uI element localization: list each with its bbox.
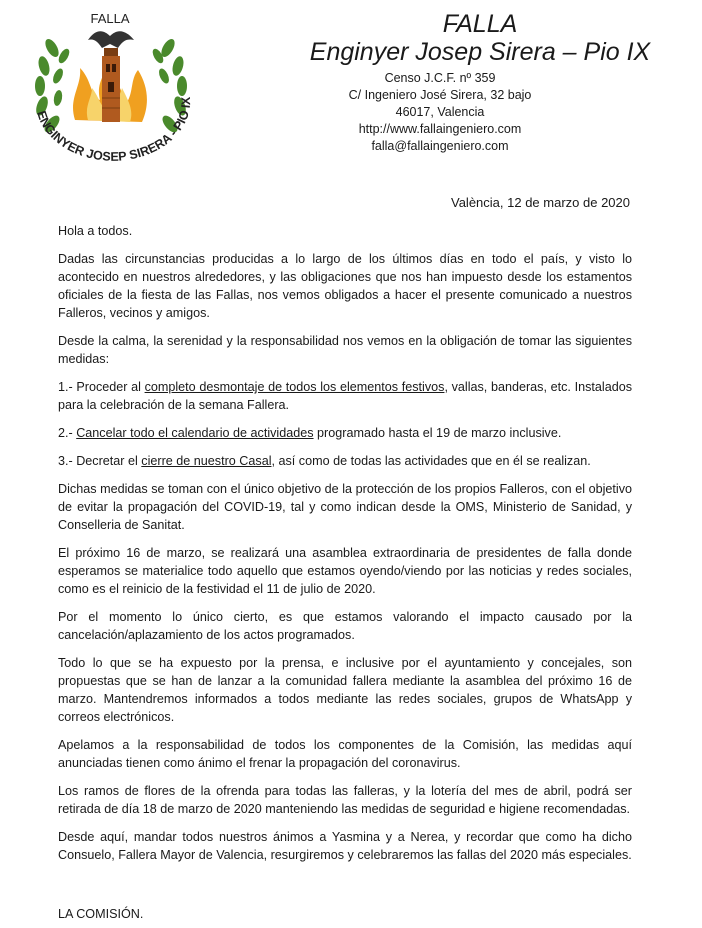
logo-top-text: FALLA	[90, 11, 130, 26]
measure-3	[58, 452, 632, 470]
paragraph-measures-intro: Desde la calma, la serenidad y la responsabilidad nos vemos en la obligación de tomar las siguientes medidas:	[58, 334, 632, 366]
paragraph-flowers-lottery: Los ramos de flores de la ofrenda para todas las falleras, y la lotería del mes de abril, podrá ser retirada de día 18 de marzo de 2020 manteniendo las medidas de seguridad e higiene recomendadas.	[58, 784, 632, 816]
letterhead	[290, 10, 670, 66]
street-address: C/ Ingeniero José Sirera, 32 bajo	[348, 88, 532, 102]
paragraph-intro: Dadas las circunstancias producidas a lo largo de los últimos días en todo el país, y visto lo acontecido en nuestros alrededores, y las obligaciones que nos han impuesto desde los estamentos oficiales de la fiesta de las Fallas, nos vemos obligados a hacer el presente comunicado a nuestros Falleros, vecinos y amigos.	[58, 252, 632, 320]
letter-body	[58, 222, 632, 874]
paragraph-proposals: Todo lo que se ha expuesto por la prensa, e inclusive por el ayuntamiento y concejales, son propuestas que se han de lanzar a la comunidad fallera mediante la asamblea del próximo 16 de marzo. Mantendremos informados a todos mediante las redes sociales, grupos de WhatsApp y correos electrónicos.	[58, 656, 632, 724]
measure-2-highlight: Cancelar todo el calendario de actividades	[76, 426, 314, 440]
greeting: Hola a todos.	[58, 224, 133, 238]
measure-2-prefix: 2.-	[58, 426, 77, 440]
bat-icon	[88, 31, 134, 48]
measure-1-prefix: 1.- Proceder al	[58, 380, 145, 394]
postal-city: 46017, Valencia	[395, 105, 485, 119]
logo-ring-textpath: ENGINYER JOSEP SIRERA - PIO IX	[34, 96, 194, 164]
contact-block	[340, 70, 540, 155]
measure-3-highlight: cierre de nuestro Casal	[141, 454, 272, 468]
paragraph-encouragement: Desde aquí, mandar todos nuestros ánimos a Yasmina y a Nerea, y recordar que como ha dicho Consuelo, Fallera Mayor de Valencia, resurgiremos y celebraremos las fallas del 2020 más especiales.	[58, 830, 632, 862]
measure-1-suffix: , vallas, banderas, etc. Instalados para la celebración de la semana Fallera.	[58, 380, 632, 412]
measure-1	[58, 378, 632, 414]
paragraph-objective: Dichas medidas se toman con el único objetivo de la protección de los propios Falleros, con el objetivo de evitar la propagación del COVID-19, tal y como indican desde la OMS, Ministerio de Sanidad, y Conselleria de Sanitat.	[58, 482, 632, 532]
letterhead-title: FALLA	[442, 10, 518, 38]
measure-1-highlight: completo desmontaje de todos los elementos festivos	[144, 380, 445, 394]
measure-3-suffix: , así como de todas las actividades que en él se realizan.	[271, 454, 591, 468]
measure-3-prefix: 3.- Decretar el	[58, 454, 142, 468]
paragraph-impact: Por el momento lo único cierto, es que estamos valorando el impacto causado por la cancelación/aplazamiento de los actos programados.	[58, 610, 632, 642]
signature: LA COMISIÓN.	[58, 907, 144, 921]
tower-icon	[102, 48, 120, 122]
measure-2-suffix: programado hasta el 19 de marzo inclusive.	[313, 426, 562, 440]
paragraph-assembly: El próximo 16 de marzo, se realizará una asamblea extraordinaria de presidentes de falla donde esperamos se materialice todo aquello que estamos oyendo/viendo por las noticias y redes sociales, como es el reinicio de la festividad el 11 de julio de 2020.	[58, 546, 632, 596]
falla-logo	[30, 8, 200, 168]
measure-2	[58, 424, 632, 442]
letterhead-subtitle: Enginyer Josep Sirera – Pio IX	[309, 38, 651, 66]
letter-date: València, 12 de marzo de 2020	[451, 195, 630, 210]
paragraph-responsibility: Apelamos a la responsabilidad de todos los componentes de la Comisión, las medidas aquí anunciadas tienen como ánimo el frenar la propagación del coronavirus.	[58, 738, 632, 770]
census-number: Censo J.C.F. nº 359	[384, 71, 496, 85]
email-link[interactable]: falla@fallaingeniero.com	[371, 139, 509, 153]
website-link[interactable]: http://www.fallaingeniero.com	[358, 122, 522, 136]
